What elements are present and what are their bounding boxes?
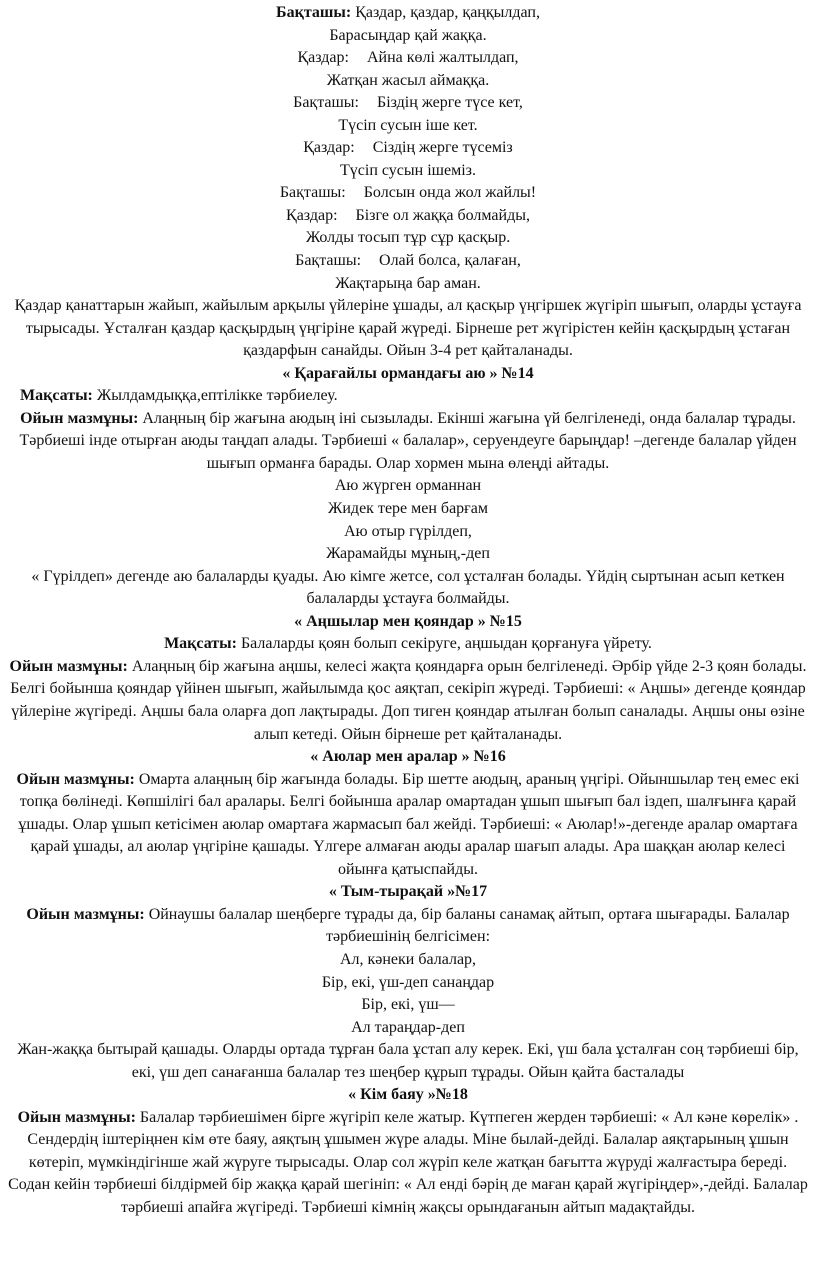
game-15-goal: Мақсаты: Балаларды қоян болып секіруге, аңшыдан қорғануға үйрету.: [164, 635, 652, 653]
game-18-title: « Кім баяу »№18: [348, 1086, 468, 1104]
game-17-after: Жан-жаққа бытырай қашады. Оларды ортада тұрған бала ұстап алу керек. Екі, үш бала ұсталған соң тәрбиеші бір, екі, үш деп санағанша балалар тез шеңбер құрып тұрады. Ойын қайта басталады: [17, 1041, 799, 1081]
game-14-title: « Қарағайлы ормандағы аю » №14: [282, 364, 534, 382]
game-15-content: Ойын мазмұны: Алаңның бір жағына аңшы, келесі жақта қояндарға орын белгіленеді. Әрбір үйде 2-3 қоян болады. Белгі бойынша қояндар үйінен шығып, жайылымда қос аяқтап, секіріп жүреді. Тәрбиеші: « Аңшы» дегенде қояндар үйлеріне жүгіреді. Аңшы бала оларға доп лақтырады. Доп тиген қояндар атылған болып саналады. Аңшы оны өзіне алып кетеді. Ойын бірнеше рет қайталанады.: [9, 657, 807, 743]
dialogue-line-9: Бақташы: Болсын онда жол жайлы!: [279, 184, 537, 202]
game-14-goal: Мақсаты: Жылдамдыққа,ептілікке тәрбиелеу.: [20, 387, 338, 405]
game-17-content: Ойын мазмұны: Ойнаушы балалар шеңберге тұрады да, бір баланы санамақ айтып, ортаға шығарады. Балалар тәрбиешінің белгісімен:: [26, 905, 790, 946]
dialogue-line-8: Түсіп сусын ішеміз.: [340, 161, 476, 179]
game-17-verse-3: Бір, екі, үш—: [361, 996, 455, 1014]
dialogue-line-7: Қаздар: Сіздің жерге түсеміз: [303, 139, 513, 157]
dialogue-line-10: Қаздар: Бізге ол жаққа болмайды,: [286, 206, 530, 224]
game-17-verse-1: Ал, кәнеки балалар,: [339, 950, 477, 968]
dialogue-description: Қаздар қанаттарын жайып, жайылым арқылы үйлеріне ұшады, ал қасқыр үңгіршек жүгіріп шығып, оларды ұстауға тырысады. Ұсталған қаздар қасқырдың үңгіріне қарай жүреді. Бірнеше рет жүгірістен кейін қасқырдың ұстаған қаздарфын санайды. Ойын 3-4 рет қайталанады.: [14, 297, 802, 360]
game-18-content: Ойын мазмұны: Балалар тәрбиешімен бірге жүгіріп келе жатыр. Күтпеген жерден тәрбиеші: « Ал кәне көрелік» . Сендердің іштеріңнен кім өте баяу, аяқтың ұшымен жүре алады. Міне былай-дейді. Балалар аяқтарының ұшын көтеріп, мүмкіндігінше жай жүруге тырысады. Олар сол жүріп келе жатқан бағытта жүруді жалғастыра береді. Содан кейін тәрбиеші білдірмей бір жаққа қарай шегініп: « Ал енді бәрің де маған қарай жүгіріңдер»,-дейді. Балалар тәрбиеші апайға жүгіреді. Тәрбиеші кімнің жақсы орындағанын айтып мадақтайды.: [8, 1108, 808, 1216]
game-17-verse-4: Ал тараңдар-деп: [351, 1018, 465, 1036]
game-17-title: « Тым-тырақай »№17: [328, 883, 488, 901]
game-14-verse-3: Аю отыр гүрілдеп,: [344, 522, 472, 540]
game-14-verse-2: Жидек тере мен барғам: [328, 500, 488, 518]
dialogue-line-11: Жолды тосып тұр сұр қасқыр.: [305, 229, 511, 247]
game-15-title: « Аңшылар мен қояндар » №15: [294, 612, 522, 630]
game-14-content: Ойын мазмұны: Алаңның бір жағына аюдың іні сызылады. Екінші жағына үй белгіленеді, онда балалар тұрады. Тәрбиеші інде отырған аюды таңдап алады. Тәрбиеші « балалар», серуендеуге барыңдар! –дегенде балалар үйден шығып орманға барады. Олар хормен мына өлеңді айтады.: [19, 409, 797, 472]
game-14-verse-4: Жарамайды мұның,-деп: [326, 545, 490, 563]
game-16-content: Ойын мазмұны: Омарта алаңның бір жағында болады. Бір шетте аюдың, араның үңгірі. Ойыншылар тең емес екі топқа бөлінеді. Көпшілігі бал аралары. Белгі бойынша аралар омартадан ұшып шығып бал іздеп, шалғынға қарай ұшады. Олар ұшып кетісімен аюлар омартаға жармасып бал жейді. Тәрбиеші: « Аюлар!»-дегенде аралар омартаға қарай ұшады, ал аюлар үңгіріне қашады. Үлгере алмаған аюды аралар шағып алады. Ара шаққан аюлар келесі ойынға қатыспайды.: [16, 770, 800, 878]
game-16-title: « Аюлар мен аралар » №16: [310, 748, 506, 766]
game-17-verse-2: Бір, екі, үш-деп санаңдар: [321, 973, 495, 991]
speaker-label: Бақташы:: [276, 4, 352, 21]
dialogue-line-6: Түсіп сусын іше кет.: [338, 116, 478, 134]
game-14-verse-1: Аю жүрген орманнан: [334, 477, 482, 495]
dialogue-line-3: Қаздар: Айна көлі жалтылдап,: [297, 49, 519, 67]
dialogue-line-4: Жатқан жасыл аймаққа.: [326, 71, 490, 89]
game-14-after: « Гүрілдеп» дегенде аю балаларды қуады. Аю кімге жетсе, сол ұсталған болады. Үйдің сыртынан асып кеткен балаларды ұстауға болмайды.: [31, 567, 785, 608]
dialogue-line-13: Жақтарыңа бар аман.: [335, 274, 481, 292]
dialogue-line-2: Барасыңдар қай жаққа.: [329, 26, 487, 44]
dialogue-line-5: Бақташы: Біздің жерге түсе кет,: [293, 94, 523, 112]
dialogue-line-12: Бақташы: Олай болса, қалаған,: [295, 252, 521, 270]
dialogue-line-1: Бақташы: Қаздар, қаздар, қаңқылдап,: [276, 4, 540, 21]
